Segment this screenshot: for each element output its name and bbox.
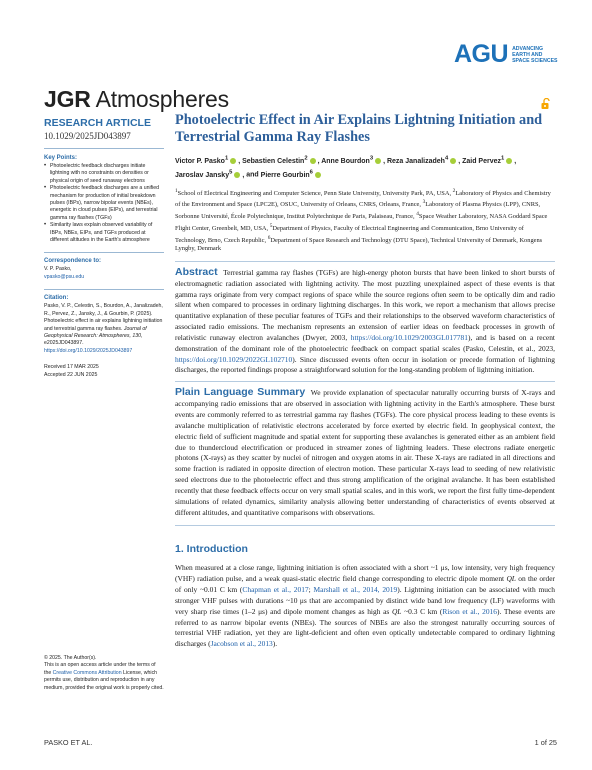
pls-label: Plain Language Summary	[175, 386, 306, 399]
affiliation: School of Electrical Engineering and Computer Science, Penn State University, University Park, PA, USA,	[177, 189, 452, 197]
citation-id: e2025JD043897.	[44, 340, 84, 347]
accepted-date: Accepted 22 JUN 2025	[44, 371, 98, 378]
journal-prefix: JGR	[44, 86, 91, 112]
license-link[interactable]: Creative Commons Attribution	[52, 669, 122, 676]
abstract-doi-link[interactable]: https://doi.org/10.1029/2022GL102710	[175, 354, 293, 364]
license-text: This is an open access article under the terms of the	[44, 662, 156, 676]
affiliation: Laboratory of Physics and Chemistry of the Environment and Space (LPC2E), OSUC, University of Orleans, CNRS, Orleans, France,	[175, 189, 551, 209]
agu-sub-line-1: ADVANCING	[512, 45, 544, 52]
abstract	[175, 267, 555, 376]
abstract-text: ), and is based on a recent demonstration of the dominant role of the photoelectric feedback on compact spatial scales (Pasko, Celestin, et al., 2023,	[175, 332, 555, 353]
orcid-icon[interactable]	[375, 158, 381, 164]
key-points-heading: Key Points:	[44, 155, 78, 161]
abstract-label: Abstract	[175, 265, 218, 278]
affiliations: $^1$School of Electrical Engineering and Computer Science, Penn State University, University Park, PA, USA, $^2$Laboratory of Physics and Chemistry of the Environment and Space (LPC2E), OSUC, University of Orleans, CNRS, Orleans, France, $^3$Laboratory of Plasma Physics (LPP), CNRS, Sorbonne Université, École Polytechnique, Institut Polytechnique de Paris, Palaiseau, France, $^4$Space Weather Laboratory, NASA Goddard Space Flight Center, Greenbelt, MD, USA, $^5$Department of Physics, Faculty of Electrical Engineering and Communication, Brno University of Technology, Brno, Czech Republic, $^6$Department of Space Research and Technology (DTU Space), Technical University of Denmark, Kongens Lyngby, Denmark	[175, 187, 551, 253]
agu-logo	[454, 40, 558, 69]
lock-open-icon	[540, 98, 552, 110]
journal-name	[44, 86, 229, 113]
section-divider	[175, 261, 555, 262]
agu-sub-line-2: EARTH AND	[512, 51, 543, 58]
citation-link[interactable]: https://doi.org/10.1029/2025JD043897	[44, 347, 133, 354]
author-list	[175, 154, 555, 181]
author: Jaroslav Jansky$^5$ ,	[175, 169, 247, 179]
introduction-heading: 1. Introduction	[175, 543, 248, 556]
author: Anne Bourdon$^3$ ,	[321, 156, 387, 166]
copyright: © 2025. The Author(s).	[44, 655, 97, 661]
affiliation: Department of Space Research and Technology (DTU Space), Technical University of Denmark, Kongens Lyngby, Denmark	[175, 236, 543, 253]
author: Sebastien Celestin$^2$ ,	[242, 156, 322, 166]
key-points-list	[44, 163, 164, 244]
license-text-2: License, which permits use, distribution and reproduction in any medium, provided the original work is properly cited.	[44, 669, 164, 691]
journal-suffix: Atmospheres	[95, 86, 229, 112]
article-doi: 10.1029/2025JD043897	[44, 131, 131, 141]
introduction-text: When measured at a close range, lightning initiation is often associated with a short ~1 μs, low intensity, very high frequency (VHF) radiation pulse, and a weak quasi-static electric field change corresponding to electric dipole moment QL on the order of only ~0.01 C km (Chapman et al., 2017; Marshall et al., 2014, 2019). Lightning initiation can be associated with much stronger VHF pulses with durations ~10 μs that are accompanied by distinct wide band low frequency (LF) waveforms with very sharp rise times (1–2 μs) and dipole moment changes as high as QL ~0.3 C km (Rison et al., 2016). These events are referred to as narrow bipolar events (NBEs). The sources of NBEs are also the strongest naturally occurring sources of terrestrial VHF radiation, yet they are light-deficient and often even optically undetectable compared to ordinary lightning discharges (Jacobson et al., 2013).	[175, 563, 556, 649]
affiliation: Laboratory of Plasma Physics (LPP), CNRS, Sorbonne Université, École Polytechnique, Institut Polytechnique de Paris, Palaiseau, France,	[175, 201, 541, 221]
section-divider	[175, 381, 555, 382]
orcid-icon[interactable]	[234, 172, 240, 178]
orcid-icon[interactable]	[230, 158, 236, 164]
sidebar-divider	[44, 252, 164, 253]
sidebar	[44, 117, 164, 691]
article-type: RESEARCH ARTICLE	[44, 117, 151, 129]
abstract-text: Terrestrial gamma ray flashes (TGFs) are high-energy photon bursts that have been linked to short bursts of electromagnetic radiation associated with lightning activity. The most puzzling unexplained aspect of these events is that gamma rays originate from very compact regions of space while the source regions often seem to be optically dim and radio silent when compared to processes in ordinary lightning discharges. In this work, we report a mechanism that allows precise quantitative explanation of these peculiar features of TGFs and their relationships to the observed waveform characteristics of associated radio emissions. The mechanism represents an extension of earlier ideas on feedback processes in growth of relativistic runaway electron avalanches (Dwyer, 2003,	[175, 267, 555, 342]
page-number: 1 of 25	[534, 738, 557, 747]
agu-logo-subtitle	[512, 46, 557, 64]
citation-ref[interactable]: Marshall et al., 2014, 2019	[313, 585, 398, 595]
key-point: • Photoelectric feedback discharges are a unified mechanism for production of initial breakdown pulses (IBPs), narrow bipolar events (NBEs), energetic in cloud pulses (EIPs), and terrestrial gamma ray flashes (TGFs)	[44, 185, 164, 222]
article-title: Photoelectric Effect in Air Explains Lightning Initiation and Terrestrial Gamma Ray Flashes	[175, 112, 543, 145]
abstract-text: ). Since discussed events often occur in isolation or precede formation of lightning discharges, the reported findings propose a straightforward solution for the long-standing problem of lightning initiation.	[175, 354, 555, 375]
citation-text: Pasko, V. P., Celestin, S., Bourdon, A., Janalizadeh, R., Pervez, Z., Jansky, J., & Gourbin, P. (2025). Photoelectric effect in air explains lightning initiation and terrestrial gamma ray flashes.	[44, 303, 163, 332]
orcid-icon[interactable]	[506, 158, 512, 164]
license-block	[44, 655, 164, 692]
abstract-doi-link[interactable]: https://doi.org/10.1029/2003GL017781	[350, 332, 468, 342]
citation-journal: Journal of Geophysical Research: Atmospheres, 130,	[44, 325, 147, 339]
citation-block	[44, 303, 164, 355]
plain-language-summary	[175, 387, 555, 518]
author: Pierre Gourbin$^6$	[261, 172, 323, 179]
sidebar-divider	[44, 289, 164, 290]
orcid-icon[interactable]	[450, 158, 456, 164]
correspondence-email[interactable]: vpasko@psu.edu	[44, 273, 85, 280]
sidebar-divider	[44, 148, 164, 149]
correspondence-name: V. P. Pasko,	[44, 266, 72, 273]
citation-ref[interactable]: Rison et al., 2016	[442, 606, 497, 616]
affiliation: Space Weather Laboratory, NASA Goddard Space Flight Center, Greenbelt, MD, USA,	[175, 213, 548, 232]
footer-authors: PASKO ET AL.	[44, 738, 93, 747]
citation-ref[interactable]: Jacobson et al., 2013	[210, 639, 273, 649]
author: Victor P. Pasko$^1$ ,	[175, 156, 243, 166]
citation-ref[interactable]: Chapman et al., 2017	[242, 585, 309, 595]
affiliation: Department of Physics, Faculty of Electrical Engineering and Communication, Brno University of Technology, Brno, Czech Republic,	[175, 224, 524, 244]
author-and: and	[246, 171, 259, 179]
agu-logo-text: AGU	[454, 40, 509, 68]
key-point: • Photoelectric feedback discharges initiate lightning with no constraints on densities or physical origin of seed runaway electrons	[44, 163, 164, 185]
citation-heading: Citation:	[44, 295, 69, 302]
orcid-icon[interactable]	[315, 172, 321, 178]
received-date: Received 17 MAR 2025	[44, 364, 99, 371]
author: Zaid Pervez$^1$ ,	[462, 156, 517, 166]
section-divider	[175, 525, 555, 526]
page-footer	[44, 738, 557, 747]
correspondence-heading: Correspondence to:	[44, 258, 102, 265]
key-point: • Similarity laws explain observed variability of IBPs, NBEs, EIPs, and TGFs produced at different altitudes in the Earth's atmosphere	[44, 222, 164, 244]
author: Reza Janalizadeh$^4$ ,	[386, 156, 463, 166]
pls-text: We provide explanation of spectacular naturally occurring bursts of X-rays and accompanying radio emissions that are observed in association with lightning activity in the Earth's atmosphere. These burst events are commonly referred to as terrestrial gamma ray flashes (TGFs). The core physical process leading to these events is avalanche multiplication of relativistic electrons accelerated by force exerted by electric field. In geophysical context, the electric field of sufficient magnitude and spatial extent for supporting these avalanches is generated either as an ambient field due to thundercloud electrification or produced in streamer zones of lightning leaders. These electrons radiate energetic photons (X-rays) as they scatter by nuclei of nitrogen and oxygen atoms in air. These X-rays are radiated in all directions and some fraction is radiated in opposite direction of electron motion. These particular X-rays lead to seeding of new relativistic seed electrons due to the photoelectric effect and thus strong amplification of the original avalanche. It has been established recently that these feedback effects occur on very small spatial scales, and in this work, we report the first fully time-dependent simulations of related dynamics, similarity analysis allowing better understanding of characteristics of events observed at different altitudes, and quantitative comparisons with observations.	[175, 388, 556, 517]
agu-sub-line-3: SPACE SCIENCES	[512, 57, 558, 64]
orcid-icon[interactable]	[310, 158, 316, 164]
main-column	[175, 112, 555, 650]
